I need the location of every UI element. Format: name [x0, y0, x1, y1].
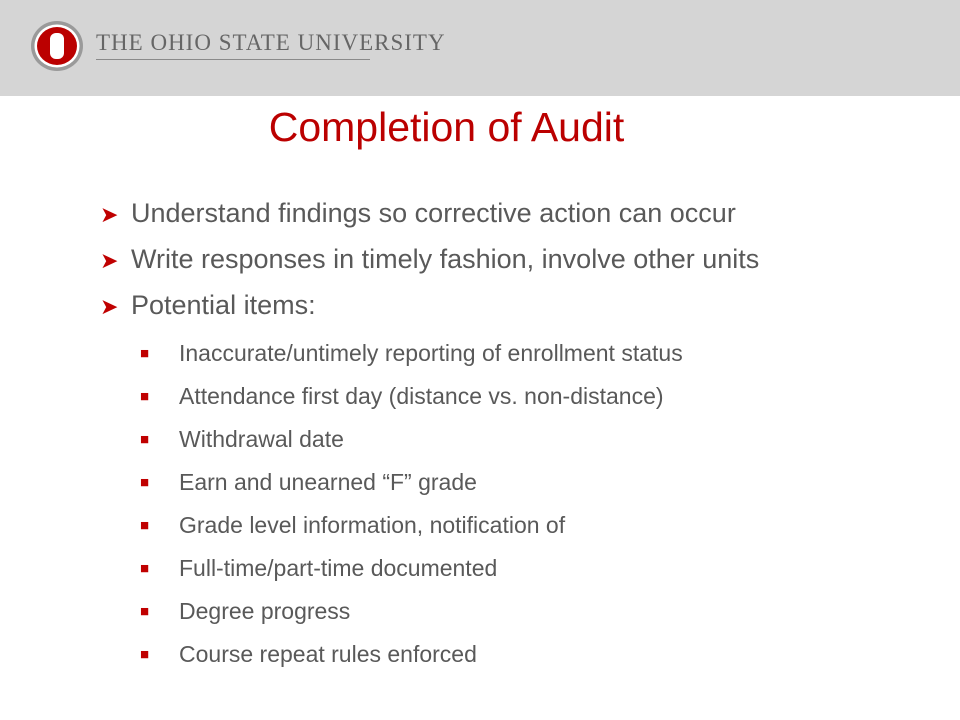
- sub-bullet-text: Attendance first day (distance vs. non-distance): [179, 383, 664, 409]
- square-bullet-icon: ■: [140, 474, 150, 491]
- sub-bullet-text: Full-time/part-time documented: [179, 555, 498, 581]
- sub-bullet-item: [140, 383, 664, 410]
- sub-bullet-item: [140, 555, 497, 582]
- sub-bullet-text: Degree progress: [179, 598, 351, 624]
- square-bullet-icon: ■: [140, 388, 150, 405]
- sub-bullet-item: [140, 469, 477, 496]
- sub-bullet-text: Inaccurate/untimely reporting of enrollment status: [179, 340, 683, 366]
- bullet-text: Potential items:: [131, 290, 316, 320]
- sub-bullet-item: [140, 641, 477, 668]
- sub-bullet-item: [140, 340, 683, 367]
- square-bullet-icon: ■: [140, 603, 150, 620]
- square-bullet-icon: ■: [140, 646, 150, 663]
- sub-bullet-item: [140, 426, 344, 453]
- square-bullet-icon: ■: [140, 517, 150, 534]
- bullet-text: Understand findings so corrective action can occur: [131, 198, 736, 228]
- square-bullet-icon: ■: [140, 345, 150, 362]
- sub-bullet-text: Earn and unearned “F” grade: [179, 469, 477, 495]
- sub-bullet-text: Withdrawal date: [179, 426, 344, 452]
- sub-bullet-text: Grade level information, notification of: [179, 512, 566, 538]
- sub-bullet-text: Course repeat rules enforced: [179, 641, 477, 667]
- square-bullet-icon: ■: [140, 560, 150, 577]
- bullet-item: [100, 290, 316, 321]
- slide-title: Completion of Audit: [268, 104, 625, 150]
- bullet-text: Write responses in timely fashion, involve other units: [131, 244, 760, 274]
- arrow-bullet-icon: ➤: [100, 248, 119, 273]
- arrow-bullet-icon: ➤: [100, 294, 119, 319]
- university-wordmark: THE OHIO STATE UNIVERSITY: [96, 30, 446, 55]
- arrow-bullet-icon: ➤: [100, 202, 119, 227]
- bullet-item: [100, 198, 736, 229]
- sub-bullet-item: [140, 512, 565, 539]
- square-bullet-icon: ■: [140, 431, 150, 448]
- bullet-item: [100, 244, 759, 275]
- sub-bullet-item: [140, 598, 350, 625]
